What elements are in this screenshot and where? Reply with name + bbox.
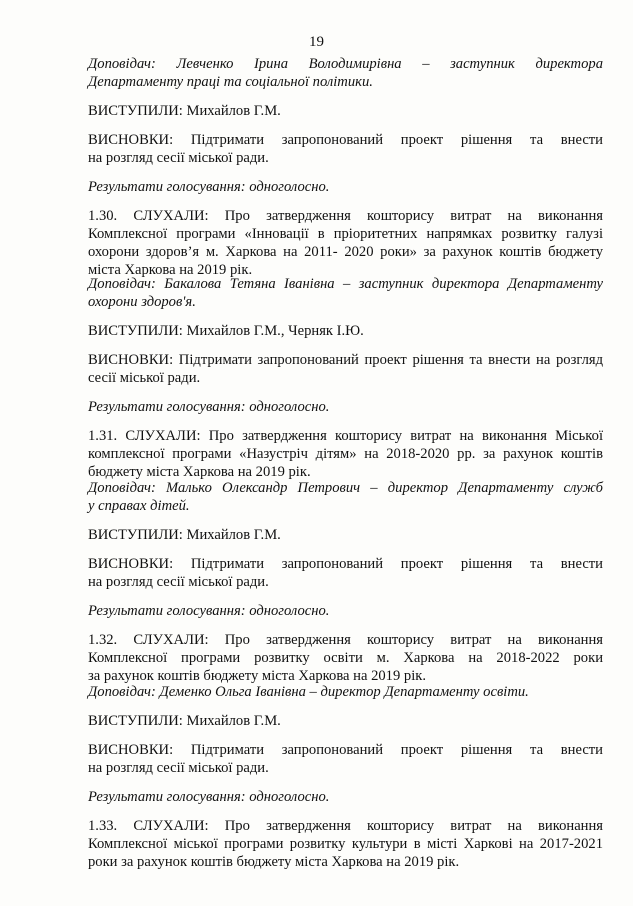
vote-result: Результати голосування: одноголосно. <box>88 603 330 619</box>
speakers-line: ВИСТУПИЛИ: Михайлов Г.М., Черняк І.Ю. <box>88 323 364 339</box>
item-heard-line: міста Харкова на 2019 рік. <box>88 262 253 278</box>
item-heard-line: Комплексної програми «Інновації в пріоритетних напрямках розвитку галузі <box>88 226 603 242</box>
item-heard-line: 1.30. СЛУХАЛИ: Про затвердження кошторису витрат на виконання <box>88 208 603 224</box>
speakers-line: ВИСТУПИЛИ: Михайлов Г.М. <box>88 103 281 119</box>
vote-result: Результати голосування: одноголосно. <box>88 399 330 415</box>
conclusion-line: на розгляд сесії міської ради. <box>88 760 269 776</box>
speaker-line: у справах дітей. <box>88 498 190 514</box>
speakers-line: ВИСТУПИЛИ: Михайлов Г.М. <box>88 713 281 729</box>
page-number: 19 <box>309 34 324 50</box>
conclusion-line: сесії міської ради. <box>88 370 201 386</box>
vote-result: Результати голосування: одноголосно. <box>88 179 330 195</box>
item-heard-line: комплексної програми «Назустріч дітям» на 2018-2020 рр. за рахунок коштів <box>88 446 603 462</box>
item-heard-line: охорони здоров’я м. Харкова на 2011- 2020 роки» за рахунок коштів бюджету <box>88 244 603 260</box>
item-heard-line: за рахунок коштів бюджету міста Харкова на 2019 рік. <box>88 668 427 684</box>
conclusion-line: на розгляд сесії міської ради. <box>88 574 269 590</box>
speaker-line: Доповідач: Деменко Ольга Іванівна – директор Департаменту освіти. <box>88 684 529 700</box>
speaker-line: Доповідач: Малько Олександр Петрович – директор Департаменту служб <box>88 480 603 496</box>
item-heard-line: Комплексної програми розвитку освіти м. Харкова на 2018-2022 роки <box>88 650 603 666</box>
conclusion-line: на розгляд сесії міської ради. <box>88 150 269 166</box>
speaker-line: Департаменту праці та соціальної політики. <box>88 74 373 90</box>
speaker-line: Доповідач: Левченко Ірина Володимирівна – заступник директора <box>88 56 603 72</box>
item-heard-line: Комплексної міської програми розвитку культури в місті Харкові на 2017-2021 <box>88 836 603 852</box>
conclusion-line: ВИСНОВКИ: Підтримати запропонований проект рішення та внести <box>88 132 603 148</box>
conclusion-line: ВИСНОВКИ: Підтримати запропонований проект рішення та внести <box>88 556 603 572</box>
item-heard-line: бюджету міста Харкова на 2019 рік. <box>88 464 311 480</box>
item-heard-line: 1.33. СЛУХАЛИ: Про затвердження кошторису витрат на виконання <box>88 818 603 834</box>
conclusion-line: ВИСНОВКИ: Підтримати запропонований проект рішення та внести на розгляд <box>88 352 603 368</box>
speaker-line: охорони здоров'я. <box>88 294 196 310</box>
item-heard-line: 1.32. СЛУХАЛИ: Про затвердження кошторису витрат на виконання <box>88 632 603 648</box>
vote-result: Результати голосування: одноголосно. <box>88 789 330 805</box>
item-heard-line: роки за рахунок коштів бюджету міста Харкова на 2019 рік. <box>88 854 460 870</box>
conclusion-line: ВИСНОВКИ: Підтримати запропонований проект рішення та внести <box>88 742 603 758</box>
item-heard-line: 1.31. СЛУХАЛИ: Про затвердження кошторису витрат на виконання Міської <box>88 428 603 444</box>
speakers-line: ВИСТУПИЛИ: Михайлов Г.М. <box>88 527 281 543</box>
speaker-line: Доповідач: Бакалова Тетяна Іванівна – заступник директора Департаменту <box>88 276 603 292</box>
